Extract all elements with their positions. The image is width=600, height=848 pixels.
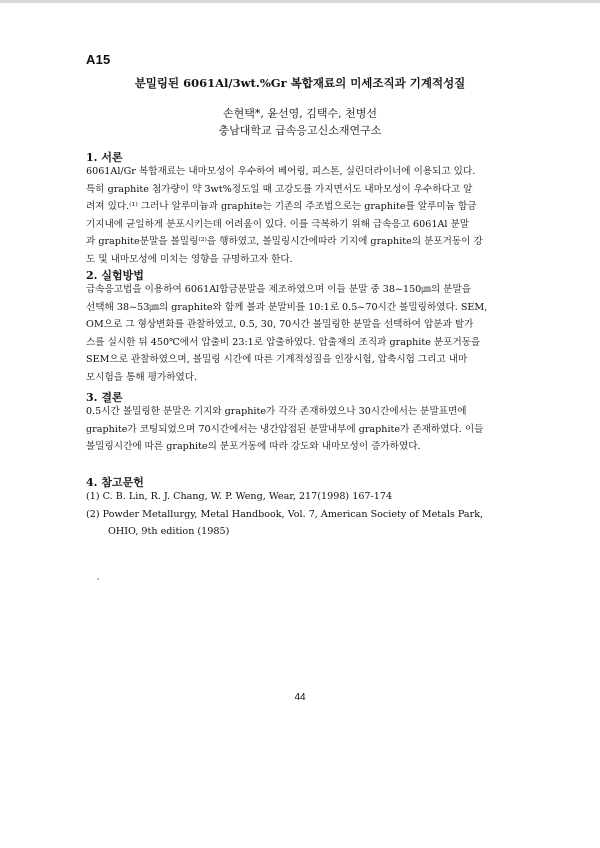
- affiliation: 충남대학교 급속응고신소재연구소: [218, 124, 382, 137]
- paper-title: 분밀링된 6061Al/3wt.%Gr 복합재료의 미세조직과 기계적성질: [134, 76, 466, 90]
- text-line: 려져 있다.⁽¹⁾ 그러나 알루미늄과 graphite는 기존의 주조법으로는 graphite를 알루미늄 합금: [86, 201, 477, 213]
- text-line: 6061Al/Gr 복합재료는 내마모성이 우수하여 베어링, 피스톤, 실린더라이너에 이용되고 있다.: [86, 166, 476, 177]
- text-line: 특히 graphite 첨가량이 약 3wt%정도일 때 고강도를 가지면서도 내마모성이 우수하다고 알: [86, 183, 473, 195]
- scan-speck: [97, 578, 99, 580]
- reference-list: [86, 488, 518, 541]
- text-line: 0.5시간 볼밀링한 분말은 기지와 graphite가 각각 존재하였으나 30시간에서는 분말표면에: [86, 406, 467, 417]
- text-line: 급속응고법을 이용하여 6061Al합금분말을 제조하였으며 이들 분말 중 38~150㎛의 분말을: [86, 284, 471, 295]
- section-body-introduction: [86, 163, 518, 269]
- section-body-conclusion: [86, 403, 518, 456]
- text-line: 기지내에 균일하게 분포시키는데 어려움이 있다. 이를 극복하기 위해 급속응고 6061Al 분말: [86, 218, 470, 230]
- reference-item: (1) C. B. Lin, R. J. Chang, W. P. Weng, Wear, 217(1998) 167-174: [86, 491, 393, 502]
- text-line: 과 graphite분말을 볼밀링⁽²⁾을 행하였고, 볼밀링시간에따라 기지에 graphite의 분포거동이 강: [86, 236, 483, 248]
- text-line: 스를 실시한 뒤 450℃에서 압출비 23:1로 압출하였다. 압출재의 조직과 graphite 분포거동을: [86, 336, 481, 348]
- section-body-methods: [86, 281, 518, 387]
- text-line: 선택해 38~53㎛의 graphite와 함께 볼과 분말비를 10:1로 0.5~70시간 볼밀링하였다. SEM,: [86, 301, 488, 313]
- text-line: graphite가 코팅되었으며 70시간에서는 냉간압접된 분말내부에 graphite가 존재하였다. 이들: [86, 423, 484, 435]
- page-number: 44: [294, 692, 306, 703]
- section-heading-introduction: 1. 서론: [86, 151, 123, 164]
- text-line: 볼밀링시간에 따른 graphite의 분포거동에 따라 강도와 내마모성이 증가하였다.: [86, 441, 421, 453]
- reference-item-continued: OHIO, 9th edition (1985): [108, 526, 230, 538]
- text-line: 모시험을 통해 평가하였다.: [86, 371, 198, 383]
- reference-item: (2) Powder Metallurgy, Metal Handbook, Vol. 7, American Society of Metals Park,: [86, 508, 484, 520]
- text-line: 도 및 내마모성에 미치는 영향을 규명하고자 한다.: [86, 253, 293, 265]
- authors: 손현택*, 윤선영, 김택수, 천병선: [223, 107, 377, 120]
- text-line: SEM으로 관찰하였으며, 볼밀링 시간에 따른 기계적성질을 인장시험, 압축시험 그리고 내마: [86, 354, 468, 366]
- abstract-code: A15: [86, 52, 111, 67]
- section-heading-references: 4. 참고문헌: [86, 476, 144, 489]
- text-line: OM으로 그 형상변화를 관찰하였고, 0.5, 30, 70시간 볼밀링한 분말을 선택하여 압분과 탈가: [86, 319, 474, 331]
- scan-edge: [0, 0, 600, 3]
- section-heading-conclusion: 3. 결론: [86, 391, 123, 404]
- section-heading-methods: 2. 실험방법: [86, 269, 144, 282]
